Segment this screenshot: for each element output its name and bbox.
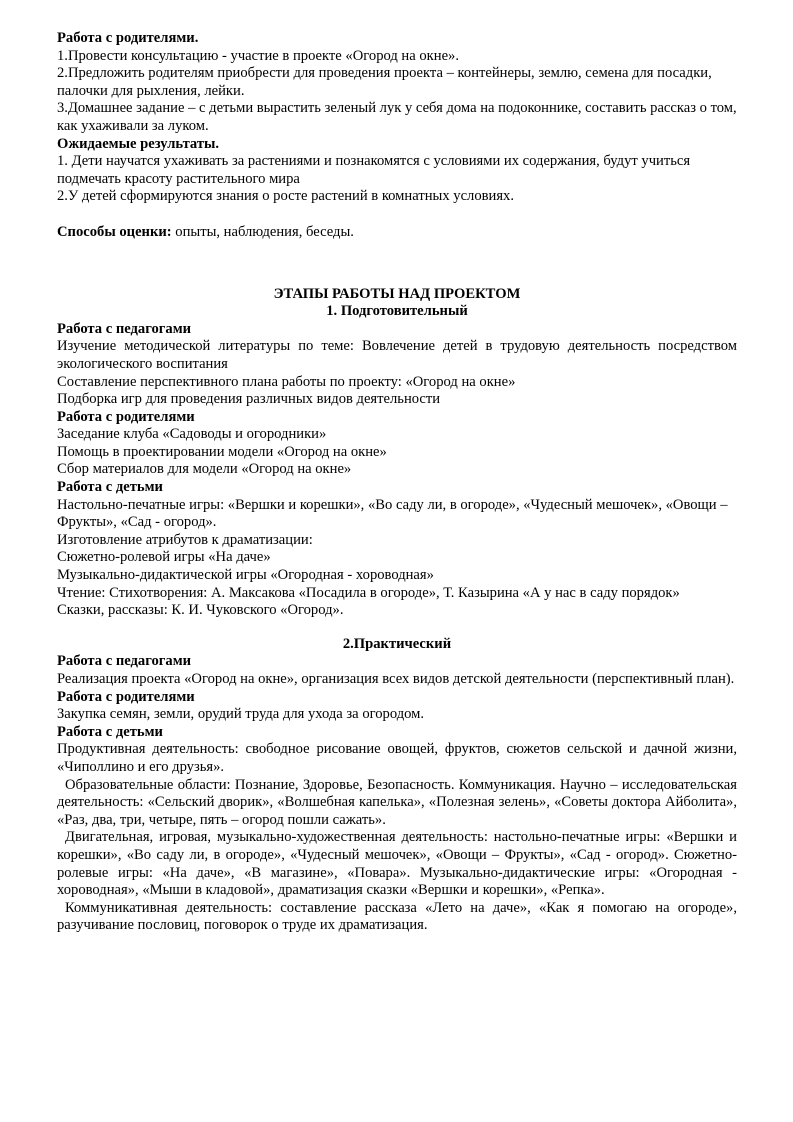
stage1-children-item-2: Изготовление атрибутов к драматизации: xyxy=(57,531,313,548)
stage2-title: 2.Практический xyxy=(342,635,452,652)
stage2-children-item-3: Двигательная, игровая, музыкально-художественная деятельность: настольно-печатные игры: «Вершки и корешки», «Во саду ли, в огороде», «Чудесный мешочек», «Овощи – Фрукты», «Сад - огород». Сюжетно-ролевые игры: «На даче», «В магазине», «Повара». Музыкально-дидактические игры: «Огородная - хороводная», «Мыши в кладовой», драматизация сказки «Вершки и корешки», «Репка». xyxy=(57,829,737,899)
stage1-parents-heading: Работа с родителями xyxy=(57,408,195,425)
stage2-parents-item-1: Закупка семян, земли, орудий труда для ухода за огородом. xyxy=(57,706,425,723)
parents-item-3: 3.Домашнее задание – с детьми вырастить зеленый лук у себя дома на подоконнике, составить рассказ о том, как ухаживали за луком. xyxy=(57,100,737,134)
parents-item-2: 2.Предложить родителям приобрести для проведения проекта – контейнеры, землю, семена для посадки, палочки для рыхления, лейки. xyxy=(57,65,712,99)
results-item-1: 1. Дети научатся ухаживать за растениями и познакомятся с условиями их содержания, будут учиться подмечать красоту растительного мира xyxy=(57,153,691,187)
stage2-children-item-1: Продуктивная деятельность: свободное рисование овощей, фруктов, сюжетов сельской и дачной жизни, «Чиполлино и его друзья». xyxy=(57,741,737,775)
stage1-title: 1. Подготовительный xyxy=(326,303,468,320)
stage1-teachers-heading: Работа с педагогами xyxy=(57,320,192,337)
stage1-teachers-item-2: Составление перспективного плана работы по проекту: «Огород на окне» xyxy=(57,373,516,390)
results-heading: Ожидаемые результаты. xyxy=(57,135,220,152)
stage1-teachers-item-1: Изучение методической литературы по теме: Вовлечение детей в трудовую деятельность посредством экологического воспитания xyxy=(57,338,737,372)
stage2-children-item-4: Коммуникативная деятельность: составление рассказа «Лето на даче», «Как я помогаю на огороде», разучивание пословиц, поговорок о труде их драматизация. xyxy=(57,899,737,934)
results-item-2: 2.У детей сформируются знания о росте растений в комнатных условиях. xyxy=(57,188,514,205)
stage1-parents-item-2: Помощь в проектировании модели «Огород на окне» xyxy=(57,443,387,460)
stage2-teachers-item-1: Реализация проекта «Огород на окне», организация всех видов детской деятельности (перспективный план). xyxy=(57,671,735,687)
parents-item-1: 1.Провести консультацию - участие в проекте «Огород на окне». xyxy=(57,47,459,64)
stage1-parents-item-3: Сбор материалов для модели «Огород на окне» xyxy=(57,461,352,478)
stage2-children-item-2: Образовательные области: Познание, Здоровье, Безопасность. Коммуникация. Научно – исследовательская деятельность: «Сельский дворик», «Волшебная капелька», «Полезная зелень», «Советы доктора Айболита», «Раз, два, три, четыре, пять – огород пошли сажать». xyxy=(57,776,737,828)
stage1-parents-item-1: Заседание клуба «Садоводы и огородники» xyxy=(57,426,327,443)
stage1-children-item-6: Сказки, рассказы: К. И. Чуковского «Огород». xyxy=(57,602,344,619)
stage1-children-item-3: Сюжетно-ролевой игры «На даче» xyxy=(57,549,271,566)
stages-title: ЭТАПЫ РАБОТЫ НАД ПРОЕКТОМ xyxy=(273,285,521,302)
evaluation-paragraph xyxy=(57,224,737,242)
evaluation-label: Способы оценки: xyxy=(57,223,172,240)
stage1-children-item-1: Настольно-печатные игры: «Вершки и корешки», «Во саду ли, в огороде», «Чудесный мешочек», «Овощи – Фрукты», «Сад - огород». xyxy=(57,496,728,531)
stage2-children-heading: Работа с детьми xyxy=(57,723,163,740)
evaluation-text: опыты, наблюдения, беседы. xyxy=(171,223,354,240)
stage1-children-item-5: Чтение: Стихотворения: А. Максакова «Посадила в огороде», Т. Казырина «А у нас в саду порядок» xyxy=(57,584,680,601)
stage2-teachers-heading: Работа с педагогами xyxy=(57,653,192,670)
parents-heading: Работа с родителями. xyxy=(57,30,199,46)
stage2-parents-heading: Работа с родителями xyxy=(57,688,195,705)
stage1-children-heading: Работа с детьми xyxy=(57,479,163,496)
stage1-teachers-item-3: Подборка игр для проведения различных видов деятельности xyxy=(57,391,441,408)
stage1-children-item-4: Музыкально-дидактической игры «Огородная - хороводная» xyxy=(57,567,434,584)
